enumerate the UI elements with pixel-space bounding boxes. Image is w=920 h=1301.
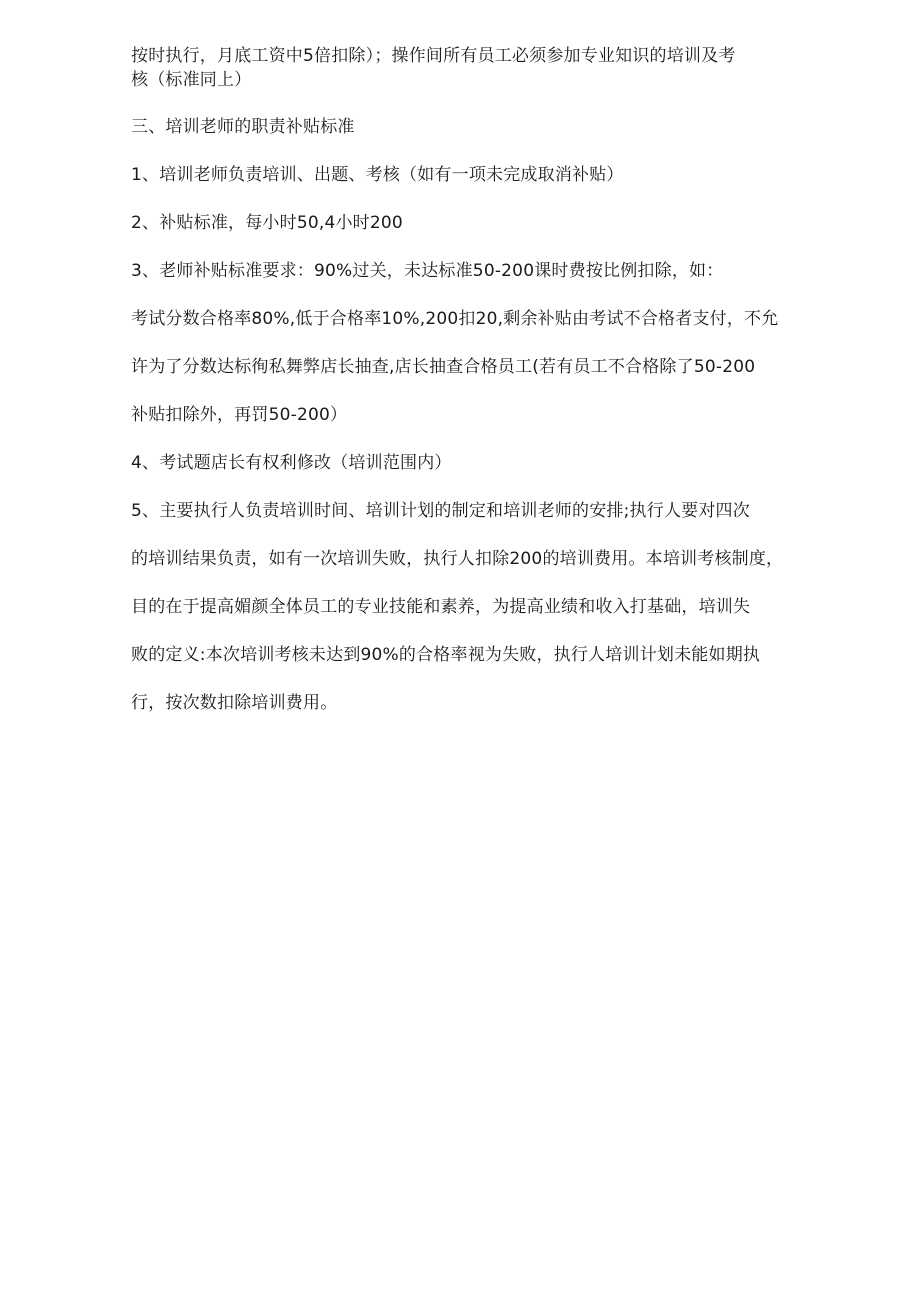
paragraph-line: 的培训结果负责，如有一次培训失败，执行人扣除200的培训费用。本培训考核制度， [131, 549, 784, 569]
list-item-3: 3、老师补贴标准要求：90%过关，未达标准50-200课时费按比例扣除，如： [131, 261, 724, 281]
text-line-continuation: 按时执行，月底工资中5倍扣除）；操作间所有员工必须参加专业知识的培训及考 [131, 46, 736, 66]
paragraph-line: 败的定义:本次培训考核未达到90%的合格率视为失败，执行人培训计划未能如期执 [131, 645, 761, 665]
paragraph-line: 补贴扣除外，再罚50-200） [131, 405, 348, 425]
paragraph-line: 行，按次数扣除培训费用。 [131, 693, 338, 713]
paragraph-line: 考试分数合格率80%,低于合格率10%,200扣20,剩余补贴由考试不合格者支付，不允 [131, 309, 779, 329]
list-item-4: 4、考试题店长有权利修改（培训范围内） [131, 453, 452, 473]
section-heading: 三、培训老师的职责补贴标准 [131, 117, 355, 137]
paragraph-line: 许为了分数达标徇私舞弊店长抽查,店长抽查合格员工(若有员工不合格除了50-200 [131, 357, 756, 377]
paragraph-line: 目的在于提高媚颜全体员工的专业技能和素养，为提高业绩和收入打基础，培训失 [131, 597, 751, 617]
list-item-1: 1、培训老师负责培训、出题、考核（如有一项未完成取消补贴） [131, 165, 624, 185]
list-item-2: 2、补贴标准，每小时50,4小时200 [131, 213, 403, 233]
text-line-continuation: 核（标准同上） [131, 70, 252, 90]
list-item-5: 5、主要执行人负责培训时间、培训计划的制定和培训老师的安排;执行人要对四次 [131, 501, 750, 521]
